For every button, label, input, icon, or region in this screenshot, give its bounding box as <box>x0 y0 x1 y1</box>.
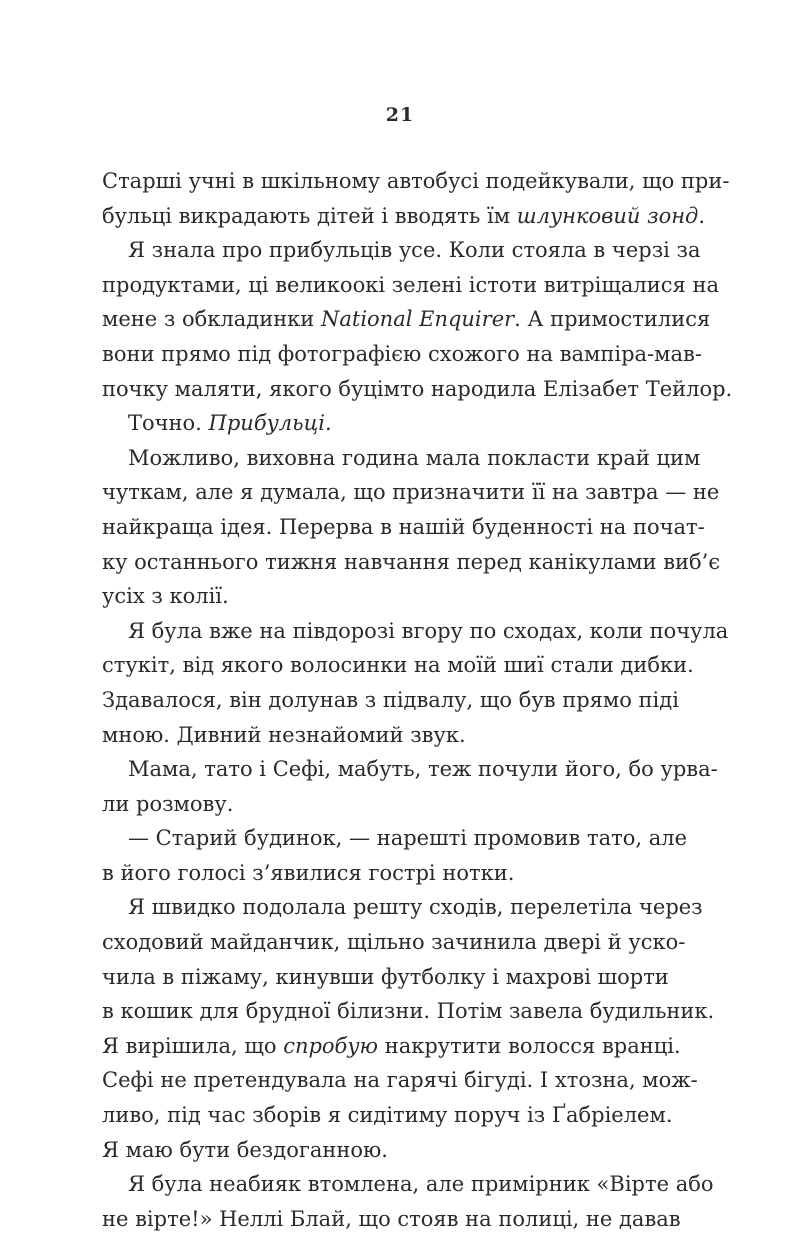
text-segment: Здавалося, він долунав з підвалу, що був прямо піді <box>102 687 679 712</box>
text-line <box>102 441 701 476</box>
paragraph <box>102 441 721 614</box>
paragraph <box>102 890 715 1167</box>
text-line <box>102 199 706 234</box>
text-segment: найкраща ідея. Перерва в нашій буденності на почат- <box>102 514 705 539</box>
text-segment: вони прямо під фотографією схожого на вампіра-мав- <box>102 341 702 366</box>
text-line <box>102 960 669 995</box>
text-line <box>102 579 658 614</box>
text-segment: мене з обкладинки <box>102 307 321 332</box>
text-segment: чила в піжаму, кинувши футболку і махрові шорти <box>102 964 669 989</box>
text-line <box>102 268 719 303</box>
text-segment: Сефі не претендувала на гарячі бігуді. І хтозна, мож- <box>102 1068 698 1093</box>
text-segment: Я маю бути бездоганною. <box>102 1137 388 1162</box>
text-line <box>102 372 733 407</box>
text-segment: Старші учні в шкільному автобусі подейкували, що при- <box>102 169 730 193</box>
text-line <box>102 164 730 199</box>
text-segment: накрутити волосся вранці. <box>378 1033 681 1058</box>
text-line <box>102 302 711 337</box>
text-segment: Точно. <box>128 411 209 436</box>
text-segment: сходовий майданчик, щільно зачинила двері й уско- <box>102 930 686 955</box>
paragraph <box>102 821 688 890</box>
text-segment: почку маляти, якого буцімто народила Елізабет Тейлор. <box>102 376 733 401</box>
text-segment: стукіт, від якого волосинки на моїй шиї стали дибки. <box>102 653 694 678</box>
text-line <box>102 1063 698 1098</box>
text-segment: в його голосі з’явилися гострі нотки. <box>102 860 515 885</box>
paragraph <box>102 406 658 441</box>
text-line <box>102 752 718 787</box>
page-number: 21 <box>385 104 415 126</box>
text-line <box>102 718 658 753</box>
text-segment: . А примостилися <box>514 307 711 332</box>
text-line <box>102 1202 681 1237</box>
text-line <box>102 233 701 268</box>
italic-text: Прибульці. <box>208 411 332 436</box>
text-segment: усіх з колії. <box>102 584 229 609</box>
text-segment: Можливо, виховна година мала покласти край цим <box>128 445 701 470</box>
text-line <box>102 475 720 510</box>
body-text <box>102 164 733 1236</box>
paragraph <box>102 614 729 752</box>
text-line <box>102 683 679 718</box>
text-line <box>102 545 721 580</box>
text-line <box>102 1167 714 1202</box>
text-line <box>102 925 686 960</box>
text-line <box>102 994 715 1029</box>
text-segment: ли розмову. <box>102 791 234 816</box>
text-segment: ку останнього тижня навчання перед канікулами виб’є <box>102 549 721 574</box>
text-segment: бульці викрадають дітей і вводять їм <box>102 203 517 228</box>
text-segment: мною. Дивний незнайомий звук. <box>102 722 466 747</box>
text-line <box>102 648 694 683</box>
text-line <box>102 337 702 372</box>
text-line <box>102 510 705 545</box>
text-segment: в кошик для брудної білизни. Потім завела будильник. <box>102 999 715 1024</box>
text-segment: — Старий будинок, — нарешті промовив тато, але <box>128 826 688 851</box>
paragraph <box>102 233 733 406</box>
text-segment: ливо, під час зборів я сидітиму поруч із Ґабріелем. <box>102 1103 673 1128</box>
text-line <box>102 1098 673 1133</box>
text-segment: не вірте!» Неллі Блай, що стояв на полиці, не давав <box>102 1206 681 1231</box>
italic-text: шлунковий зонд <box>516 203 699 228</box>
paragraph <box>102 164 730 233</box>
text-segment: Мама, тато і Сефі, мабуть, теж почули його, бо урва- <box>128 757 718 782</box>
text-segment: Я вирішила, що <box>102 1033 284 1058</box>
text-segment: Я знала про прибульців усе. Коли стояла в черзі за <box>128 238 701 263</box>
text-line <box>102 787 658 822</box>
text-line <box>102 821 688 856</box>
text-line <box>102 1133 658 1168</box>
text-line <box>102 614 729 649</box>
text-line <box>102 406 658 441</box>
text-segment: чуткам, але я думала, що призначити її на завтра — не <box>102 480 720 505</box>
text-line <box>102 1029 681 1064</box>
text-segment: Я швидко подолала решту сходів, перелетіла через <box>128 895 703 920</box>
text-segment: продуктами, ці великоокі зелені істоти витріщалися на <box>102 272 719 297</box>
paragraph <box>102 1167 714 1236</box>
text-line <box>102 890 703 925</box>
text-line <box>102 856 658 891</box>
italic-text: National Enquirer <box>320 307 515 332</box>
paragraph <box>102 752 718 821</box>
italic-text: спробую <box>283 1033 379 1058</box>
text-segment: . <box>698 203 706 228</box>
text-segment: Я була неабияк втомлена, але примірник «Вірте або <box>128 1172 714 1197</box>
text-segment: Я була вже на півдорозі вгору по сходах, коли почула <box>128 618 729 643</box>
